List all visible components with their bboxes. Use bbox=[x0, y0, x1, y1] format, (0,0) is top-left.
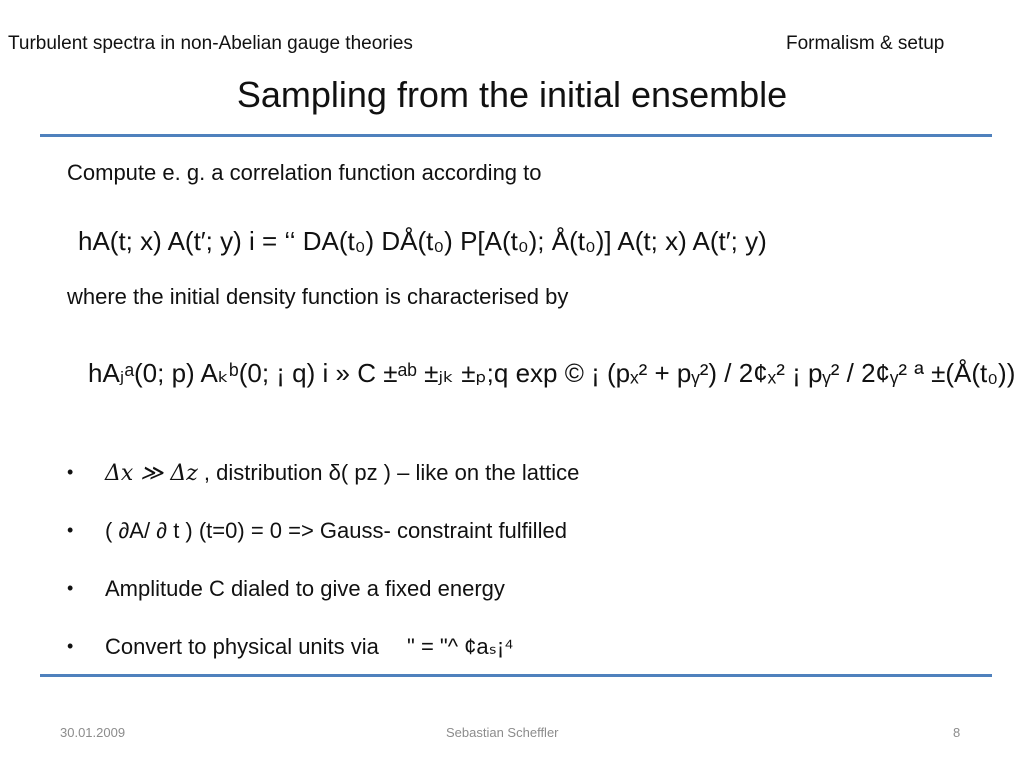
bullet-text-2: ( ∂A/ ∂ t ) (t=0) = 0 => Gauss- constraint fulfilled bbox=[105, 518, 567, 543]
bullet-text-4 bbox=[105, 634, 514, 660]
bottom-divider bbox=[40, 674, 992, 677]
bullet-4-text: Convert to physical units via bbox=[105, 634, 379, 659]
bullet-dot-icon: • bbox=[67, 636, 74, 656]
bullet-dot-icon: • bbox=[67, 462, 74, 482]
footer-author: Sebastian Scheffler bbox=[446, 725, 559, 740]
bullet-text-3: Amplitude C dialed to give a fixed energy bbox=[105, 576, 505, 601]
bullet-dot-icon: • bbox=[67, 520, 74, 540]
correlation-equation: hA(t; x) A(t′; y) i = ‘‘ DA(t₀) DÅ(t₀) P[A(t₀); Å(t₀)] A(t; x) A(t′; y) bbox=[78, 226, 767, 256]
bullet-1-text: , distribution δ( pz ) – like on the lattice bbox=[203, 460, 580, 485]
density-text: where the initial density function is characterised by bbox=[67, 284, 569, 309]
page-number: 8 bbox=[953, 725, 961, 740]
footer-date: 30.01.2009 bbox=[60, 725, 126, 740]
slide-title: Sampling from the initial ensemble bbox=[236, 74, 788, 115]
units-formula: " = "^ ¢aₛ¡⁴ bbox=[407, 634, 514, 659]
delta-relation: Δx ≫ Δz bbox=[105, 461, 198, 486]
bullet-dot-icon: • bbox=[67, 578, 74, 598]
top-divider bbox=[40, 134, 992, 137]
density-equation: hAⱼᵃ(0; p) Aₖᵇ(0; ¡ q) i » C ±ᵃᵇ ±ⱼₖ ±ₚ;q exp © ¡ (pₓ² + pᵧ²) / 2¢ₓ² ¡ pᵧ² / 2¢ᵧ² ª ±(Å(t₀)) bbox=[88, 358, 1016, 388]
slide-topic-label: Formalism & setup bbox=[786, 33, 945, 54]
bullet-text-1 bbox=[105, 460, 579, 486]
slide-section-title: Turbulent spectra in non-Abelian gauge theories bbox=[8, 33, 413, 54]
intro-text: Compute e. g. a correlation function according to bbox=[67, 160, 542, 185]
